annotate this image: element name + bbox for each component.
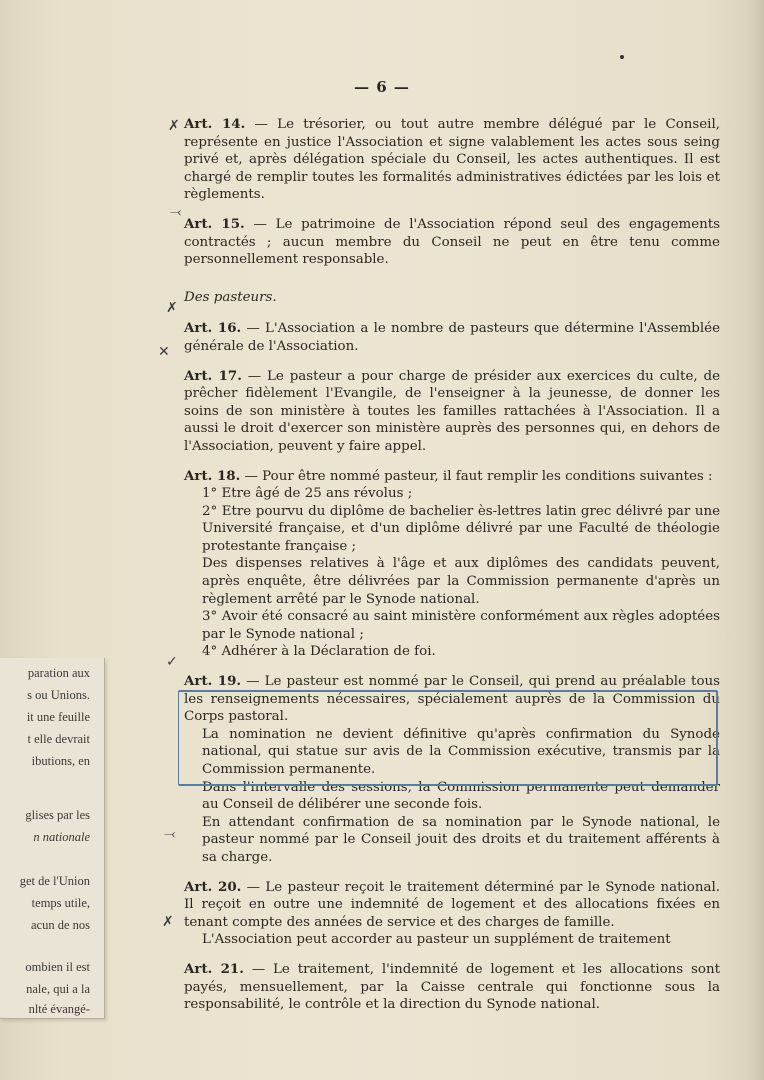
stub-line: temps utile, [31, 896, 90, 910]
article-14 [184, 116, 720, 204]
stub-line: get de l'Union [19, 874, 90, 888]
article-number: Art. 14. [184, 116, 246, 132]
article-number: Art. 20. [184, 878, 242, 895]
ink-dot [620, 55, 624, 59]
stub-line: acun de nos [30, 918, 90, 932]
margin-tick-mark: ✕ [158, 344, 170, 360]
article-text: — Pour être nommé pasteur, il faut remplir les conditions suivantes : [244, 468, 713, 484]
article-text: — Le pasteur a pour charge de présider aux exercices du culte, de prêcher fidèlement l'Evangile, de l'enseigner à la jeunesse, de donner les soins de son ministère à toutes les familles rattachées à l'Association. Il a aussi le droit d'exercer son ministère auprès des personnes qui, en dehors de l'Association, peuvent y faire appel. [184, 368, 720, 454]
margin-tick-mark: ✗ [168, 118, 180, 134]
stub-line: nlté évangé- [28, 1002, 90, 1016]
stub-line: nale, qui a la [26, 982, 90, 996]
article-20-item: L'Association peut accorder au pasteur un supplément de traitement [202, 932, 671, 948]
stub-line: glises par les [25, 808, 90, 822]
article-text: — Le pasteur reçoit le traitement déterminé par le Synode national. Il reçoit en outre une indemnité de logement et des allocations fixées en tenant compte des années de service et des charges de famille. [184, 879, 720, 930]
handwritten-bracket [178, 690, 718, 786]
article-18-item: 4° Adhérer à la Déclaration de foi. [202, 644, 436, 660]
article-text: — Le traitement, l'indemnité de logement et les allocations sont payés, mensuellement, par la Caisse centrale qui fonctionne sous la responsabilité, le contrôle et la direction du Synode national. [184, 961, 720, 1013]
article-number: Art. 16. [184, 320, 242, 337]
article-15 [184, 216, 720, 269]
article-18 [184, 468, 720, 486]
article-19-item: En attendant confirmation de sa nomination par le Synode national, le pasteur nommé par le Conseil jouit des droits et du traitement afférents à sa charge. [202, 814, 720, 865]
article-number: Art. 19. [184, 673, 242, 690]
article-19-item: Dans l'intervalle des sessions, la Commission permanente peut demander au Conseil de délibérer une seconde fois. [202, 779, 720, 813]
article-18-item: Des dispenses relatives à l'âge et aux diplômes des candidats peuvent, après enquête, être délivrées par la Commission permanente d'après un règlement arrêté par le Synode national. [202, 556, 720, 607]
stub-line: s ou Unions. [27, 688, 90, 702]
margin-tick-mark: ⤙ [170, 204, 182, 220]
stub-line: ombien il est [25, 960, 90, 974]
stub-line: ibutions, en [31, 754, 90, 768]
document-body [184, 116, 720, 1014]
article-18-item: 3° Avoir été consacré au saint ministère conformément aux règles adoptées par le Synode national ; [202, 609, 720, 642]
article-19-item: La nomination ne devient définitive qu'après confirmation du Synode national, qui statue sur avis de la Commission exécutive, transmis par la Commission permanente. [202, 726, 720, 777]
article-number: Art. 18. [184, 467, 241, 484]
stub-line: n nationale [33, 830, 90, 844]
article-text: — L'Association a le nombre de pasteurs que détermine l'Assemblée générale de l'Association. [184, 321, 720, 354]
article-18-item: 2° Etre pourvu du diplôme de bachelier ès-lettres latin grec délivré par une Université française, et d'un diplôme délivré par une Faculté de théologie protestante française ; [202, 503, 720, 554]
margin-tick-mark: ✓ [166, 654, 178, 670]
article-number: Art. 17. [184, 367, 242, 384]
pasted-page-fragment [0, 658, 105, 1019]
article-21 [184, 961, 720, 1014]
margin-tick-mark: ✗ [162, 914, 174, 930]
article-20 [184, 879, 720, 932]
section-heading: Des pasteurs. [184, 289, 277, 305]
page-fold-shadow [748, 0, 764, 1080]
article-17 [184, 368, 720, 456]
stub-line: it une feuille [26, 710, 90, 724]
margin-tick-mark: ✗ [166, 300, 178, 316]
stub-line: paration aux [27, 666, 90, 680]
article-text: — Le patrimoine de l'Association répond seul des engagements contractés ; aucun membre du Conseil ne peut en être tenu comme personnellement responsable. [184, 216, 721, 268]
article-text: — Le trésorier, ou tout autre membre délégué par le Conseil, représente en justice l'Association et signe valablement les actes sous seing privé et, après délégation spéciale du Conseil, les actes authentiques. Il est chargé de remplir toutes les formalités administratives édictées par les lois et règlements. [184, 117, 720, 203]
margin-tick-mark: ⤙ [164, 826, 176, 842]
article-16 [184, 320, 720, 355]
article-18-item: 1° Etre âgé de 25 ans révolus ; [202, 486, 413, 502]
article-text: — Le pasteur est nommé par le Conseil, qui prend au préalable tous les renseignements nécessaires, spécialement auprès de la Commission du Corps pastoral. [184, 674, 720, 725]
article-number: Art. 15. [184, 215, 245, 232]
page-number: — 6 — [354, 78, 410, 96]
article-number: Art. 21. [184, 960, 244, 977]
stub-line: t elle devrait [27, 732, 90, 746]
